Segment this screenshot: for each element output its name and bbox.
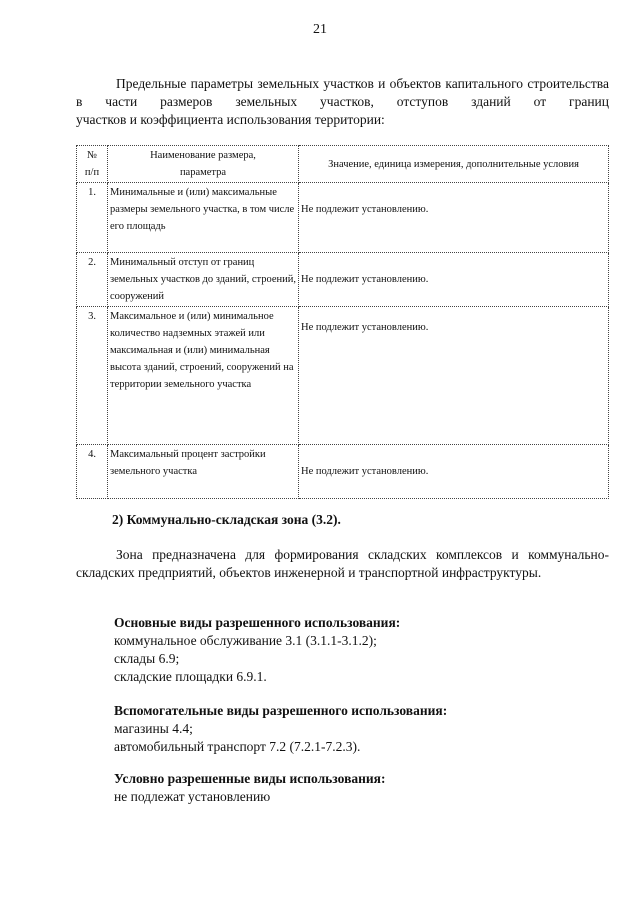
row-parameter-name: Минимальные и (или) максимальные размеры земельного участка, в том числе его площадь [108, 183, 299, 253]
row-parameter-name: Минимальный отступ от границ земельных участков до зданий, строений, сооружений [108, 253, 299, 307]
header-name-line2: параметра [179, 167, 227, 178]
cond-uses-heading: Условно разрешенные виды использования: [114, 771, 386, 786]
header-number-line2: п/п [84, 167, 100, 178]
list-item: склады 6.9; [114, 651, 180, 666]
intro-line-2: строительства в части размеров земельных участков, отступов зданий от границ [76, 76, 609, 109]
zone-description-text: Зона предназначена для формирования складских комплексов и коммунально-складских предприятий, объектов инженерной и транспортной инфраструктуры. [76, 547, 609, 580]
header-name-line1: Наименование размера, [150, 150, 256, 161]
list-item: складские площадки 6.9.1. [114, 669, 267, 684]
row-parameter-name: Максимальное и (или) минимальное количество надземных этажей или максимальная и (или) минимальная высота зданий, строений, сооружений на территории земельного участка [108, 307, 299, 445]
row-value: Не подлежит установлению. [299, 253, 609, 307]
row-value: Не подлежит установлению. [299, 307, 609, 445]
intro-line-1: Предельные параметры земельных участков и объектов капитального [116, 76, 524, 91]
page-number: 21 [313, 22, 327, 37]
row-value: Не подлежит установлению. [299, 445, 609, 499]
table-row [77, 307, 609, 445]
row-number: 1. [77, 183, 108, 253]
header-number [77, 146, 108, 183]
main-uses-heading: Основные виды разрешенного использования: [114, 615, 401, 630]
aux-uses-block [76, 702, 609, 756]
header-name [108, 146, 299, 183]
parameters-table [76, 145, 609, 499]
row-parameter-name: Максимальный процент застройки земельного участка [108, 445, 299, 499]
table-row [77, 253, 609, 307]
row-value: Не подлежит установлению. [299, 183, 609, 253]
table-header-row [77, 146, 609, 183]
intro-paragraph [76, 75, 609, 129]
cond-uses-block [76, 770, 609, 806]
row-number: 3. [77, 307, 108, 445]
table-row [77, 183, 609, 253]
list-item: коммунальное обслуживание 3.1 (3.1.1-3.1.2); [114, 633, 377, 648]
row-number: 4. [77, 445, 108, 499]
main-uses-block [76, 614, 609, 686]
list-item: автомобильный транспорт 7.2 (7.2.1-7.2.3). [114, 739, 361, 754]
zone-description [76, 546, 609, 582]
list-item: магазины 4.4; [114, 721, 193, 736]
table-row [77, 445, 609, 499]
header-number-line1: № [86, 150, 98, 161]
row-number: 2. [77, 253, 108, 307]
intro-line-3: участков и коэффициента использования территории: [76, 112, 385, 127]
aux-uses-heading: Вспомогательные виды разрешенного использования: [114, 703, 448, 718]
header-value: Значение, единица измерения, дополнительные условия [299, 146, 609, 183]
zone-title: 2) Коммунально-складская зона (3.2). [112, 512, 341, 527]
list-item: не подлежат установлению [114, 789, 271, 804]
